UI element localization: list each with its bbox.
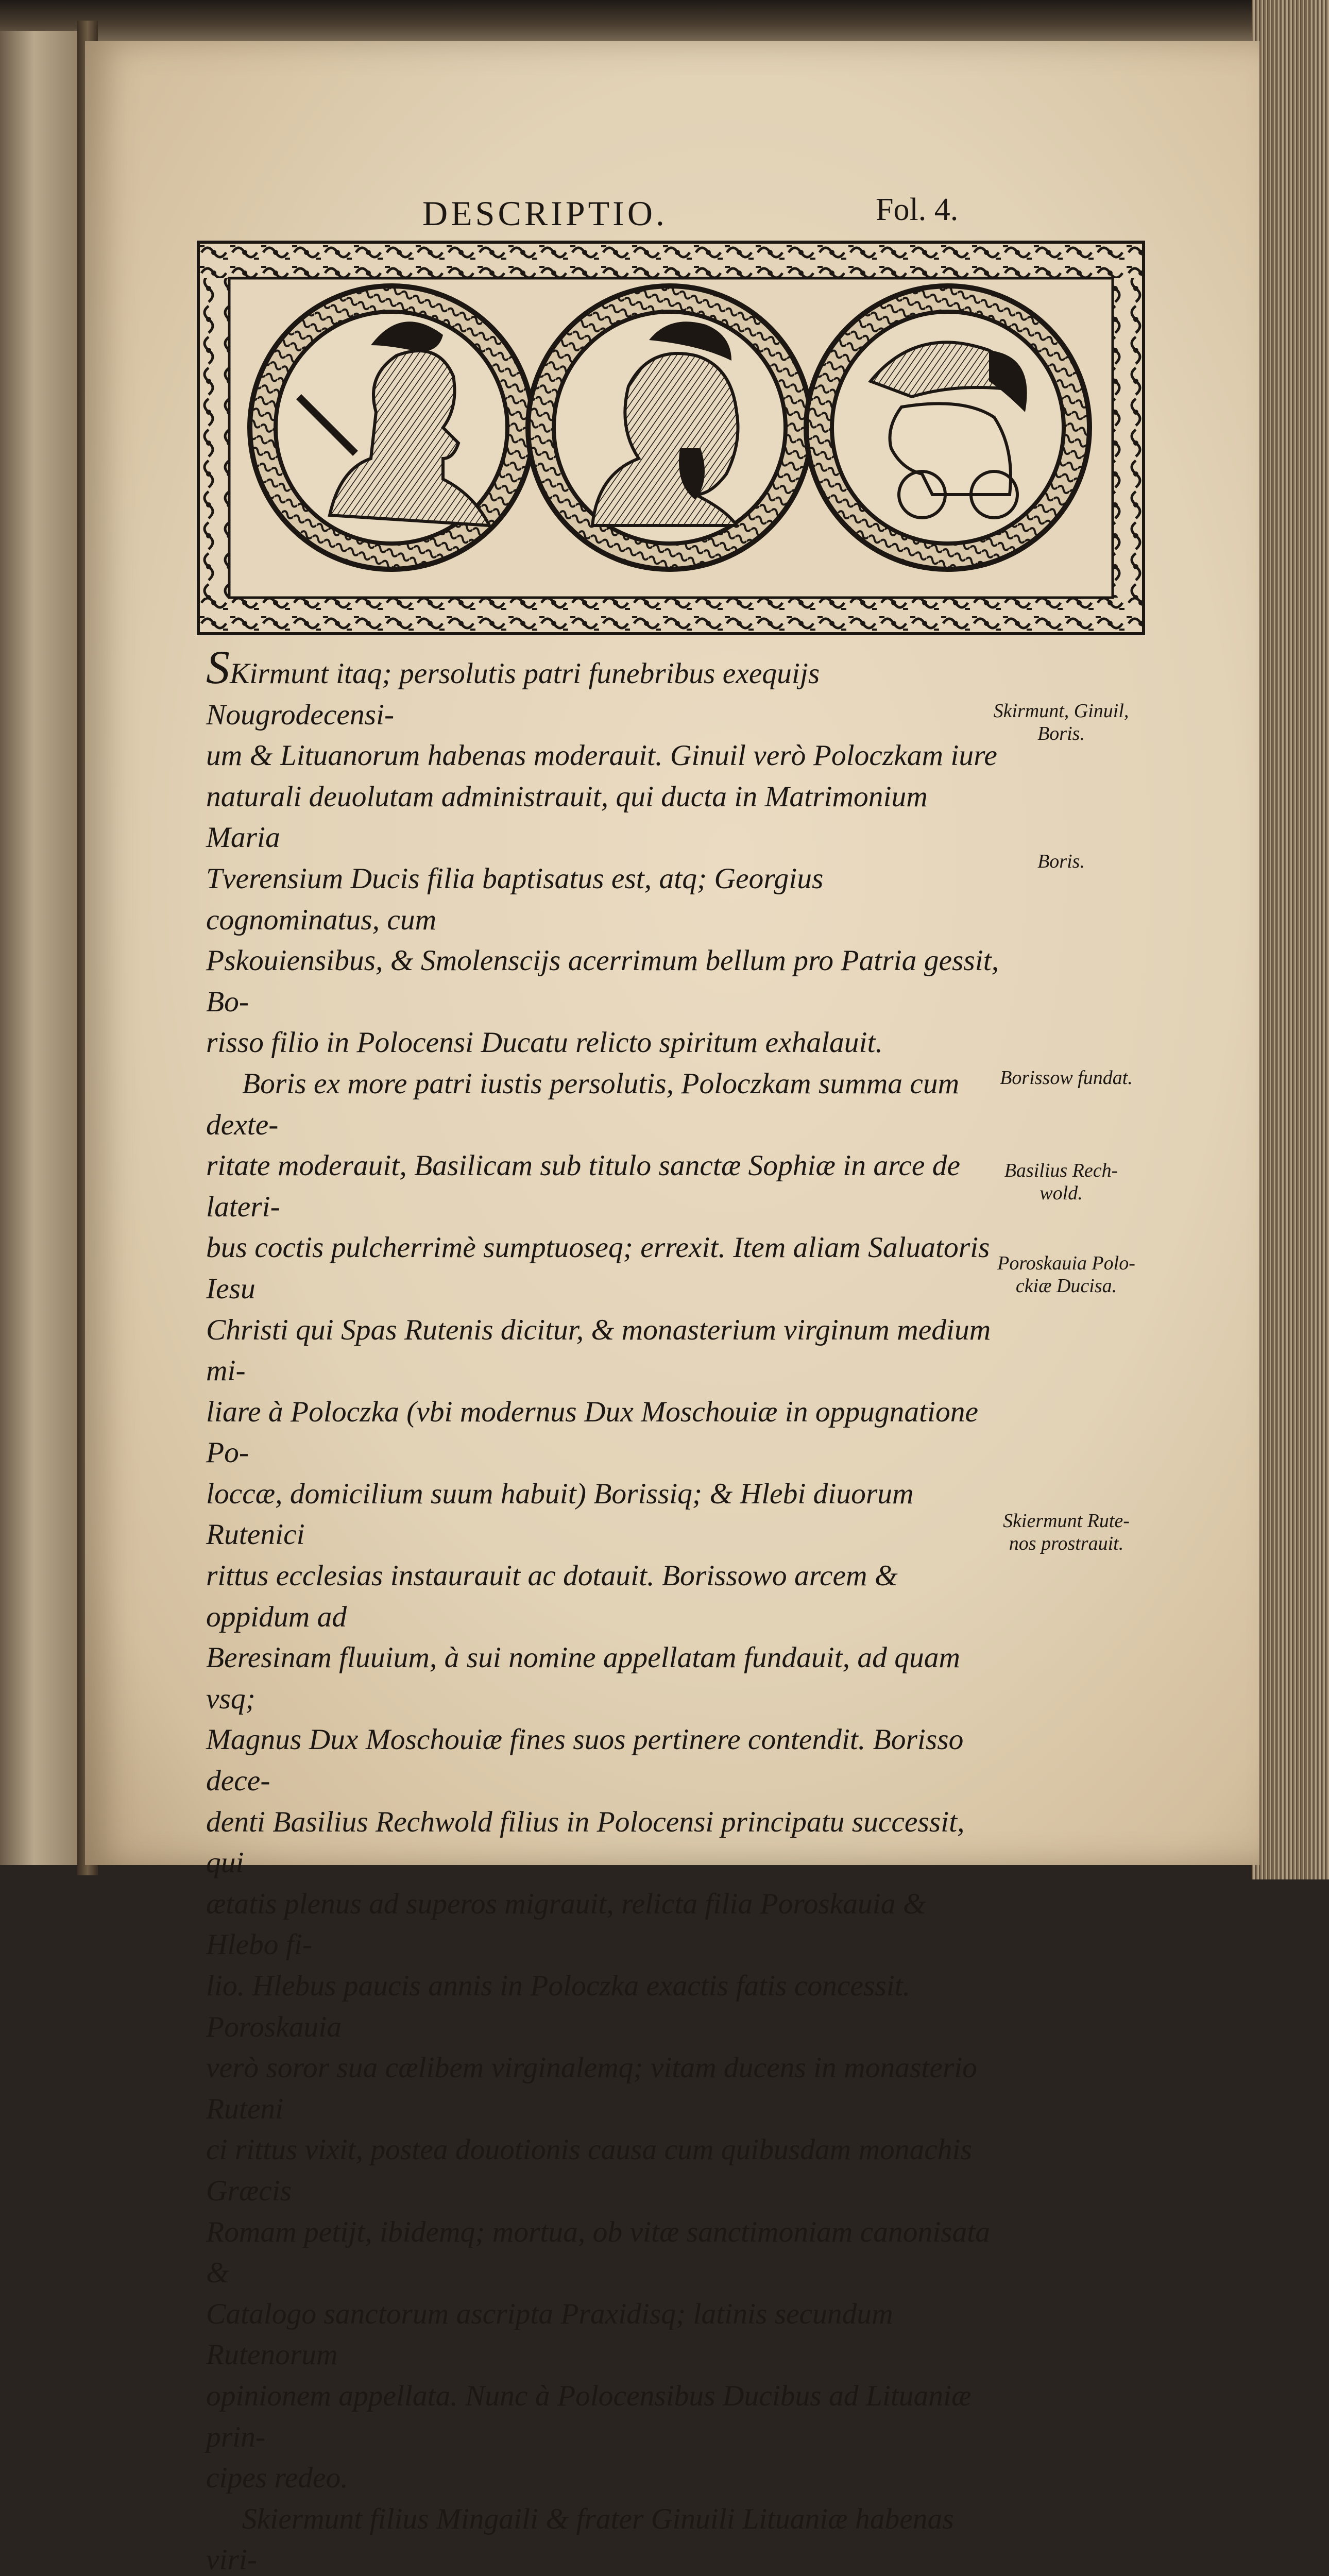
margin-note-boris: Boris. xyxy=(1037,851,1085,872)
woodcut-portraits xyxy=(198,242,1144,634)
margin-note-borissow: Borissow fundat. xyxy=(1000,1067,1133,1089)
medallion-plumed-figure xyxy=(806,286,1089,569)
margin-note-poroskauia: Poroskauia Polo- ckiæ Ducisa. xyxy=(997,1252,1135,1297)
margin-note-skirmunt: Skirmunt, Ginuil, Boris. xyxy=(993,700,1129,744)
running-title: DESCRIPTIO. xyxy=(422,194,668,233)
paragraph-3: Skiermunt filius Mingaili & frater Ginuili Lituaniæ habenas viri- xyxy=(206,2502,954,2576)
medallion-bearded-man xyxy=(528,286,811,569)
medallion-warrior xyxy=(250,286,533,569)
paragraph-1: SKirmunt itaq; persolutis patri funebribus exequijs Nougrodecensi- um & Lituanorum habenas moderauit. Ginuil verò Poloczkam iure naturali deuolutam administrauit, qui ducta in Matrimonium Maria Tverensium Ducis filia baptisatus est, atq; Georgius cognominatus, cum Pskouiensibus, & Smolenscijs acerrimum bellum pro Patria gessit, Bo- risso filio in Polocensi Ducatu relicto spiritum exhalauit. xyxy=(206,641,999,1059)
border-right xyxy=(1113,278,1144,598)
facing-page-edge xyxy=(0,31,85,1865)
border-top xyxy=(198,242,1144,278)
drop-cap: S xyxy=(206,641,230,693)
border-left xyxy=(198,278,229,598)
margin-note-skiermunt: Skiermunt Rute- nos prostrauit. xyxy=(1003,1510,1130,1554)
margin-note-basilius: Basilius Rech- wold. xyxy=(1004,1160,1118,1204)
paragraph-2: Boris ex more patri iustis persolutis, Poloczkam summa cum dexte- ritate moderauit, Basilicam sub titulo sanctæ Sophiæ in arce de lateri- bus coctis pulcherrimè sumptuoseq; errexit. Item aliam Saluatoris Iesu Christi qui Spas Rutenis dicitur, & monasterium virginum medium mi- liare à Poloczka (vbi modernus Dux Moschouiæ in oppugnatione Po- loccæ, domicilium suum habuit) Borissiq; & Hlebi diuorum Rutenici rittus ecclesias instaurauit ac dotauit. Borissowo arcem & oppidum ad Beresinam fluuium, à sui nomine appellatam fundauit, ad quam vsq; Magnus Dux Moschouiæ fines suos pertinere contendit. Borisso dece- denti Basilius Rechwold filius in Polocensi principatu successit, qui ætatis plenus ad superos migrauit, relicta filia Poroskauia & Hlebo fi- lio. Hlebus paucis annis in Poloczka exactis fatis concessit. Poroskauia verò soror sua cælibem virginalemq; vitam ducens in monasterio Ruteni ci rittus vixit, postea douotionis causa cum quibusdam monachis Græcis Romam petijt, ibidemq; mortua, ob vitæ sanctimoniam canonisata & Catalogo sanctorum ascripta Praxidisq; latinis secundum Rutenorum opinionem appellata. Nunc à Polocensibus Ducibus ad Lituaniæ prin- cipes redeo. xyxy=(206,1067,991,2495)
folio-number: Fol. 4. xyxy=(876,192,959,227)
border-bottom xyxy=(198,598,1144,634)
body-text xyxy=(206,641,1002,2576)
page-stack-edge xyxy=(1252,0,1329,1879)
